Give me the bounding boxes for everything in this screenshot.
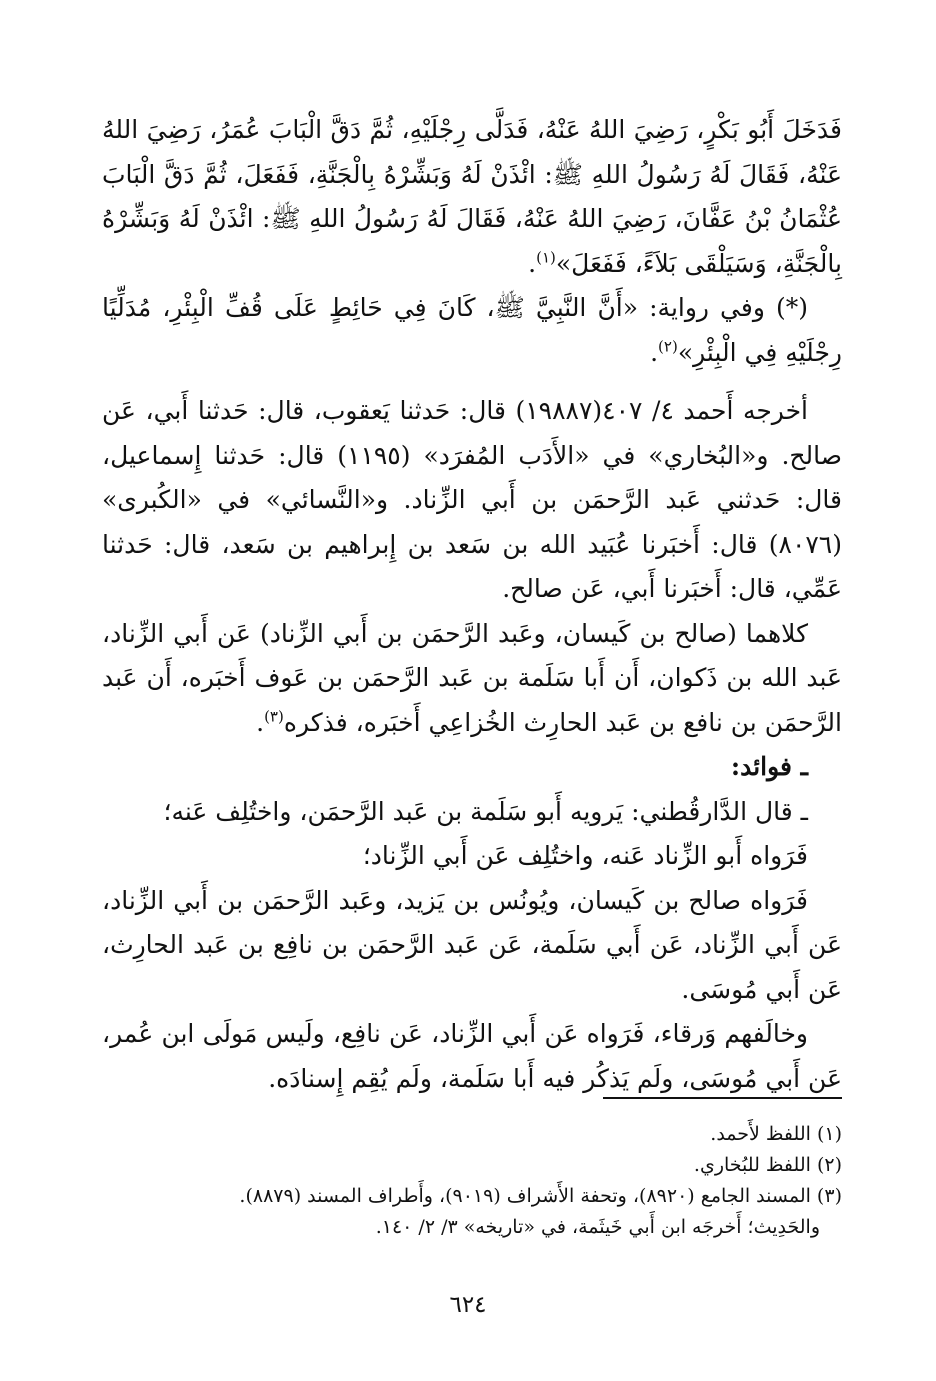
- isnad-paragraph: كلاهما (صالح بن كَيسان، وعَبد الرَّحمَن بن أَبي الزِّناد) عَن أَبي الزِّناد، عَبد الله بن ذَكوان، أَن أَبا سَلَمة بن عَبد الرَّحمَن بن عَوف أَخبَره، أَن عَبد الرَّحمَن بن نافع بن عَبد الحارِث الخُزاعِي أَخبَره، فذكره$^{(٣)}$.: [102, 618, 842, 737]
- main-text: [102, 108, 842, 1101]
- isnad-text: كلاهما (صالح بن كَيسان، وعَبد الرَّحمَن بن أَبي الزِّناد) عَن أَبي الزِّناد، عَبد الله بن ذَكوان، أَن أَبا سَلَمة بن عَبد الرَّحمَن بن عَوف أَخبَره، أَن عَبد الرَّحمَن بن نافع بن عَبد الحارِث الخُزاعِي أَخبَره، فذكره: [102, 618, 842, 737]
- takhrij-paragraph: أخرجه أَحمد ٤/ ٤٠٧(١٩٨٨٧) قال: حَدثنا يَعقوب، قال: حَدثنا أَبي، عَن صالح. و«البُخاري» في «الأَدَب المُفرَد» (١١٩٥) قال: حَدثنا إِسماعيل، قال: حَدثني عَبد الرَّحمَن بن أَبي الزِّناد. و«النَّسائي» في «الكُبرى» (٨٠٧٦) قال: أَخبَرنا عُبَيد الله بن سَعد بن إِبراهيم بن سَعد، قال: حَدثنا عَمِّي، قال: أَخبَرنا أَبي، عَن صالح.: [102, 396, 842, 603]
- narration-variant: (*) وفي رواية: «أَنَّ النَّبِيَّ ﷺ، كَانَ فِي حَائِطٍ عَلَى قُفِّ الْبِئْرِ، مُدَلِّيًا رِجْلَيْهِ فِي الْبِئْرِ»$^{(٢)}$.: [102, 293, 842, 367]
- warqa-paragraph: وخالَفهم وَرقاء، فَرَواه عَن أَبي الزِّناد، عَن نافِع، ولَيس مَولَى ابن عُمر، عَن أَبي مُوسَى، ولَم يَذكُر فيه أَبا سَلَمة، ولَم يُقِم إِسنادَه.: [102, 1019, 842, 1093]
- hadith-paragraph: فَدَخَلَ أَبُو بَكْرٍ، رَضِيَ اللهُ عَنْهُ، فَدَلَّى رِجْلَيْهِ، ثُمَّ دَقَّ الْبَابَ عُمَرُ، رَضِيَ اللهُ عَنْهُ، فَقَالَ لَهُ رَسُولُ اللهِ ﷺ: ائْذَنْ لَهُ وَبَشِّرْهُ بِالْجَنَّةِ، فَفَعَلَ، ثُمَّ دَقَّ الْبَابَ عُثْمَانُ بْنُ عَفَّانَ، رَضِيَ اللهُ عَنْهُ، فَقَالَ لَهُ رَسُولُ اللهِ ﷺ: ائْذَنْ لَهُ وَبَشِّرْهُ بِالْجَنَّةِ، وَسَيَلْقَى بَلاَءً، فَفَعَلَ»$^{(١)}$.: [102, 115, 842, 278]
- footnote-marker-1: (١): [536, 248, 556, 267]
- narration-text: (*) وفي رواية: «أَنَّ النَّبِيَّ ﷺ، كَانَ فِي حَائِطٍ عَلَى قُفِّ الْبِئْرِ، مُدَلِّيًا رِجْلَيْهِ فِي الْبِئْرِ»: [102, 293, 842, 367]
- hadith-text: فَدَخَلَ أَبُو بَكْرٍ، رَضِيَ اللهُ عَنْهُ، فَدَلَّى رِجْلَيْهِ، ثُمَّ دَقَّ الْبَابَ عُمَرُ، رَضِيَ اللهُ عَنْهُ، فَقَالَ لَهُ رَسُولُ اللهِ ﷺ: ائْذَنْ لَهُ وَبَشِّرْهُ بِالْجَنَّةِ، فَفَعَلَ، ثُمَّ دَقَّ الْبَابَ عُثْمَانُ بْنُ عَفَّانَ، رَضِيَ اللهُ عَنْهُ، فَقَالَ لَهُ رَسُولُ اللهِ ﷺ: ائْذَنْ لَهُ وَبَشِّرْهُ بِالْجَنَّةِ، وَسَيَلْقَى بَلاَءً، فَفَعَلَ»: [102, 115, 842, 278]
- benefits-heading: ـ فوائد:: [730, 752, 808, 781]
- footnotes: [102, 1119, 842, 1243]
- page-number: ٦٢٤: [449, 1292, 487, 1318]
- footnote-separator: [603, 1097, 842, 1099]
- footnote-marker-3: (٣): [264, 707, 284, 726]
- footnote-marker-2: (٢): [658, 337, 678, 356]
- footnote-3: (٣) المسند الجامع (٨٩٢٠)، وتحفة الأَشراف (٩٠١٩)، وأَطراف المسند (٨٨٧٩).: [239, 1185, 842, 1207]
- salih-riwaya-paragraph: فَرَواه صالح بن كَيسان، ويُونُس بن يَزيد، وعَبد الرَّحمَن بن أَبي الزِّناد، عَن أَبي الزِّناد، عَن أَبي سَلَمة، عَن عَبد الرَّحمَن بن نافِع بن عَبد الحارِث، عَن أَبي مُوسَى.: [102, 885, 842, 1004]
- daraqutni-paragraph: ـ قال الدَّارقُطني: يَرويه أَبو سَلَمة بن عَبد الرَّحمَن، واختُلِف عَنه؛: [163, 796, 808, 826]
- footnote-3-continuation: والحَدِيث؛ أَخرجَه ابن أَبي خَيثَمة، في «تاريخه» ٣/ ٢/ ١٤٠.: [375, 1216, 820, 1238]
- footnote-1: (١) اللفظ لأَحمد.: [710, 1123, 842, 1145]
- footnote-2: (٢) اللفظ للبُخاري.: [693, 1154, 842, 1176]
- abu-zinad-paragraph: فَرَواه أَبو الزِّناد عَنه، واختُلِف عَن أَبي الزِّناد؛: [362, 841, 808, 870]
